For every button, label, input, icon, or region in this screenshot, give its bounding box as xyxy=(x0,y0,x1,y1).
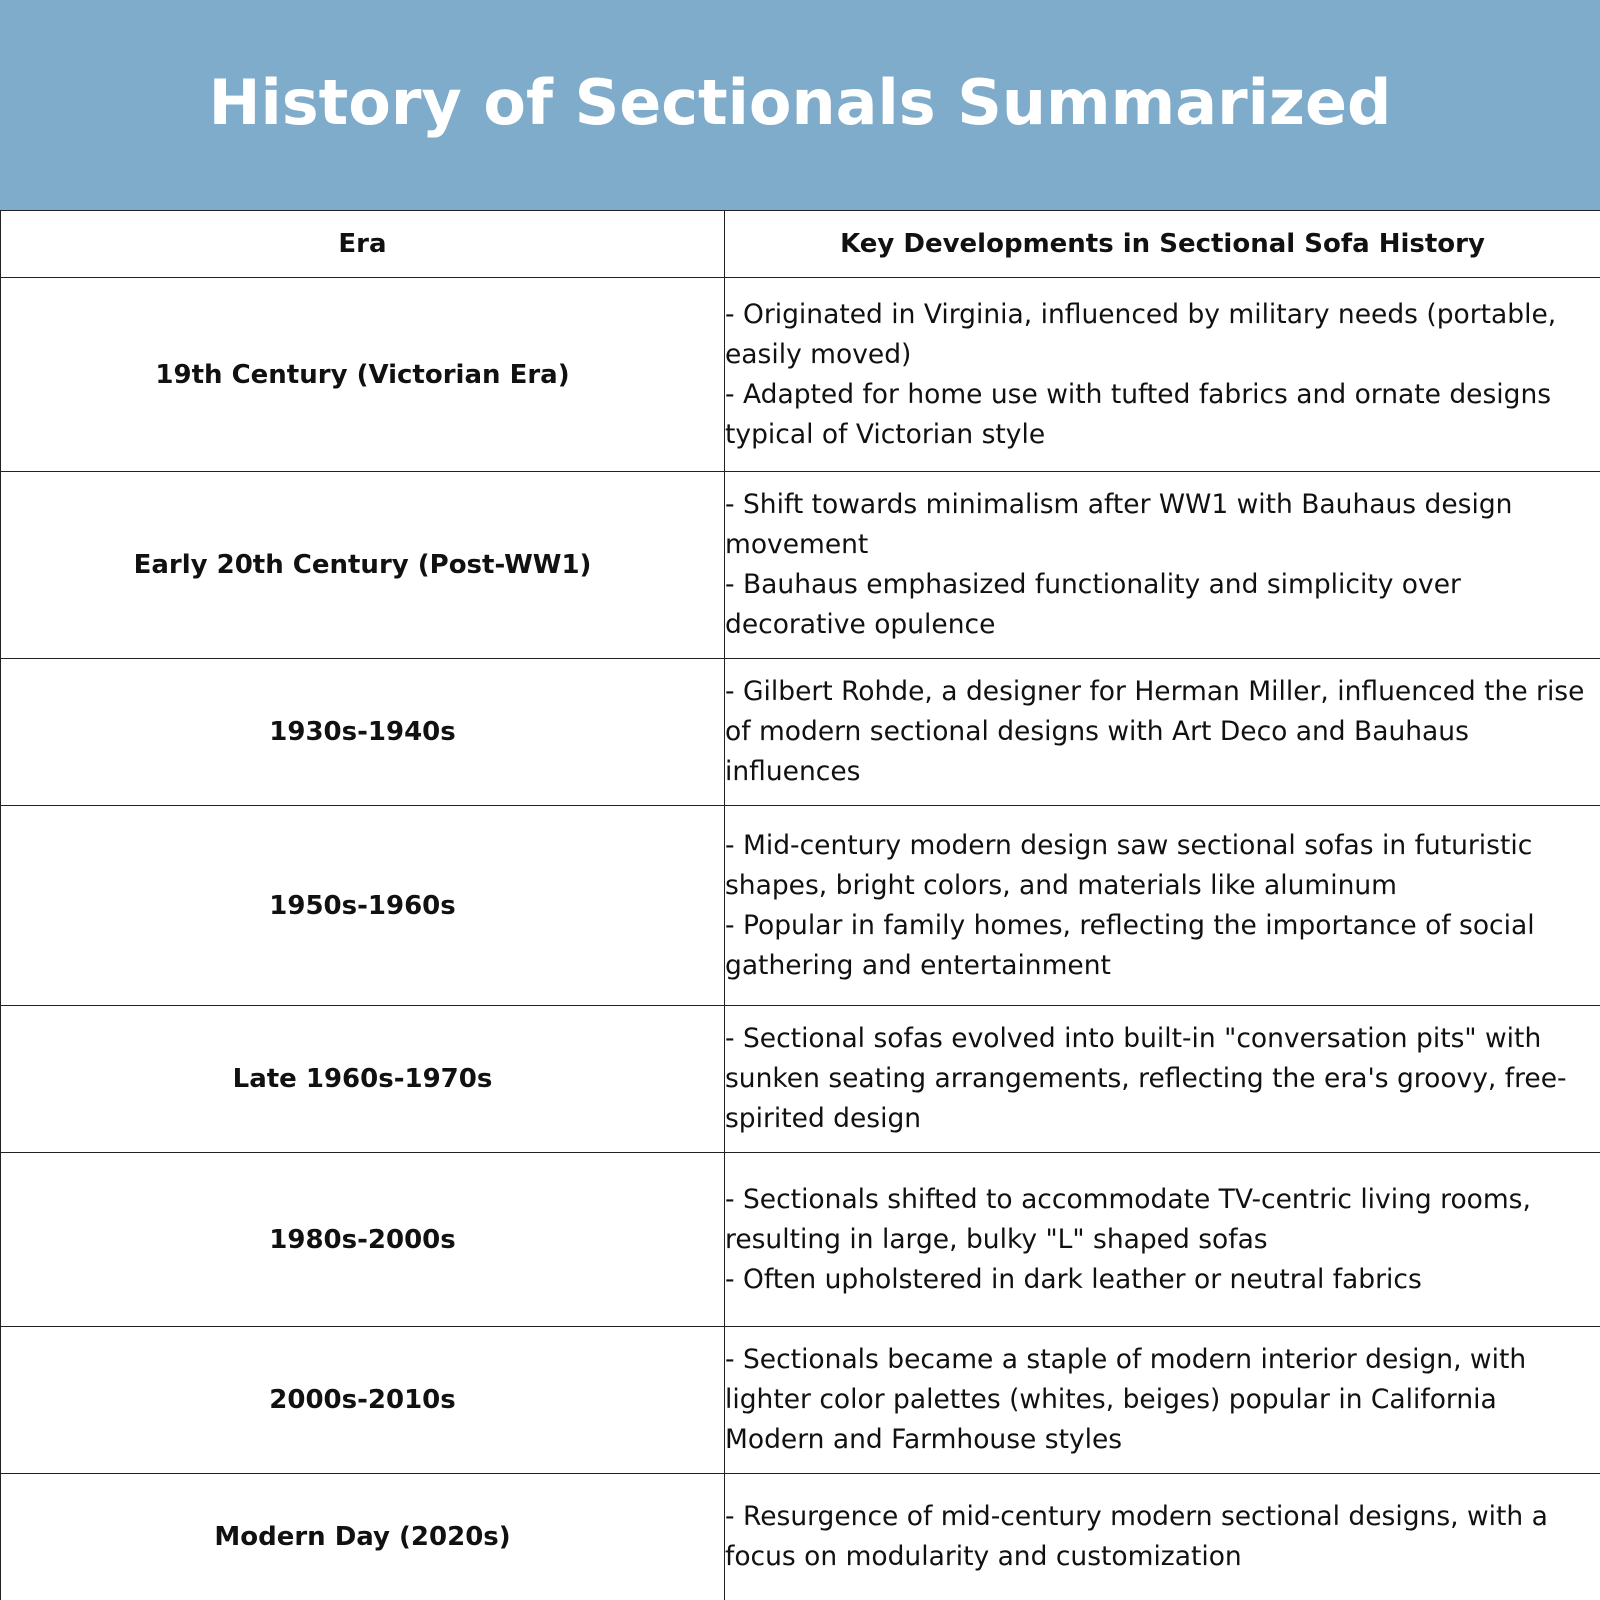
era-cell: 2000s-2010s xyxy=(1,1327,725,1474)
history-table xyxy=(0,210,1600,1600)
development-point: - Sectionals shifted to accommodate TV-centric living rooms, resulting in large, bulky "L" shaped sofas xyxy=(725,1183,1531,1255)
era-column-header: Era xyxy=(1,211,725,278)
era-cell: Modern Day (2020s) xyxy=(1,1474,725,1600)
development-point: - Often upholstered in dark leather or neutral fabrics xyxy=(725,1263,1422,1295)
table-row xyxy=(1,1006,1600,1153)
development-point: - Adapted for home use with tufted fabrics and ornate designs typical of Victorian style xyxy=(725,378,1552,450)
developments-cell xyxy=(725,1006,1600,1153)
development-point: - Sectional sofas evolved into built-in "conversation pits" with sunken seating arrangements, reflecting the era's groovy, free-spirited design xyxy=(725,1023,1567,1134)
developments-cell xyxy=(725,1153,1600,1327)
page-title: History of Sectionals Summarized xyxy=(208,65,1392,139)
table-row xyxy=(1,1327,1600,1474)
era-cell: 19th Century (Victorian Era) xyxy=(1,278,725,472)
developments-cell xyxy=(725,1327,1600,1474)
developments-cell xyxy=(725,1474,1600,1600)
era-cell: 1980s-2000s xyxy=(1,1153,725,1327)
development-point: - Popular in family homes, reflecting the importance of social gathering and entertainment xyxy=(725,909,1535,981)
era-cell: 1950s-1960s xyxy=(1,806,725,1006)
table-row xyxy=(1,1153,1600,1327)
developments-cell xyxy=(725,806,1600,1006)
table-row xyxy=(1,278,1600,472)
developments-cell xyxy=(725,472,1600,659)
development-point: - Shift towards minimalism after WW1 with Bauhaus design movement xyxy=(725,489,1513,560)
table-row xyxy=(1,806,1600,1006)
development-point: - Mid-century modern design saw sectional sofas in futuristic shapes, bright colors, and materials like aluminum xyxy=(725,829,1533,901)
developments-cell xyxy=(725,278,1600,472)
table-row xyxy=(1,472,1600,659)
table-header-row xyxy=(1,211,1600,278)
development-point: - Gilbert Rohde, a designer for Herman Miller, influenced the rise of modern sectional designs with Art Deco and Bauhaus influences xyxy=(725,676,1585,787)
developments-cell xyxy=(725,659,1600,806)
development-point: - Bauhaus emphasized functionality and simplicity over decorative opulence xyxy=(725,569,1461,640)
developments-column-header: Key Developments in Sectional Sofa History xyxy=(725,211,1600,278)
table-row xyxy=(1,1474,1600,1600)
development-point: - Resurgence of mid-century modern sectional designs, with a focus on modularity and customization xyxy=(725,1501,1548,1572)
title-banner xyxy=(0,0,1600,210)
table-row xyxy=(1,659,1600,806)
development-point: - Sectionals became a staple of modern interior design, with lighter color palettes (whites, beiges) popular in California Modern and Farmhouse styles xyxy=(725,1344,1527,1455)
era-cell: 1930s-1940s xyxy=(1,659,725,806)
era-cell: Late 1960s-1970s xyxy=(1,1006,725,1153)
development-point: - Originated in Virginia, influenced by military needs (portable, easily moved) xyxy=(725,298,1557,370)
era-cell: Early 20th Century (Post-WW1) xyxy=(1,472,725,659)
